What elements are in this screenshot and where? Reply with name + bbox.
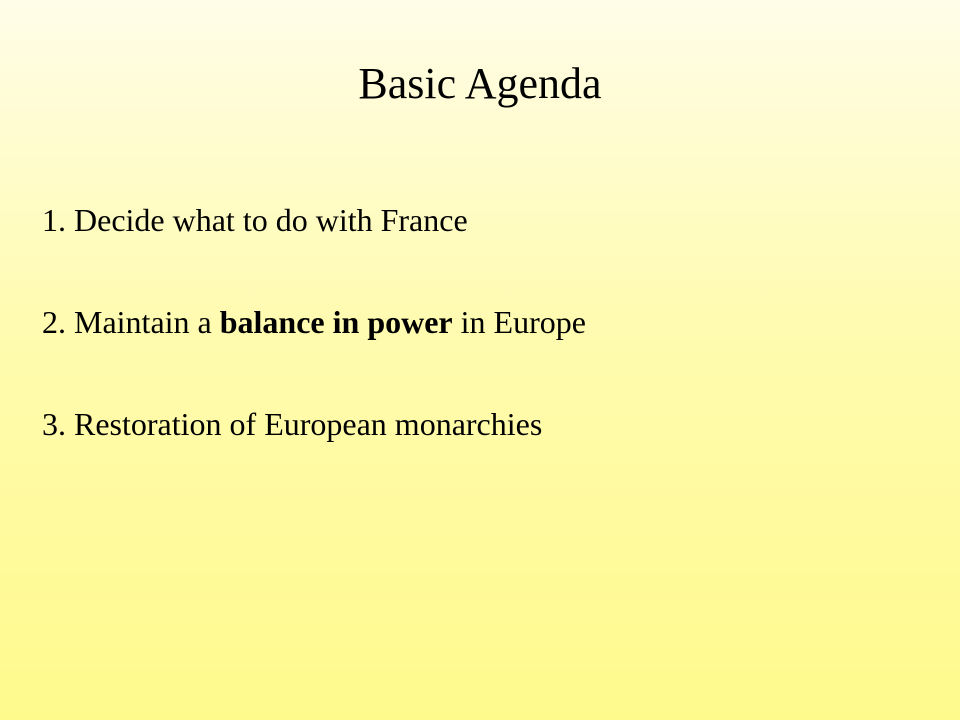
slide-title: Basic Agenda: [358, 59, 602, 108]
item-text: Decide what to do with France: [74, 202, 468, 238]
item-text-before: Maintain a: [74, 304, 212, 340]
agenda-item-1: [42, 193, 586, 247]
item-text-after: in Europe: [460, 304, 586, 340]
agenda-item-2: [42, 295, 586, 349]
item-number: 3.: [42, 406, 66, 442]
item-number: 2.: [42, 304, 66, 340]
agenda-item-3: [42, 397, 586, 451]
item-number: 1.: [42, 202, 66, 238]
emphasized-phrase: balance in power: [219, 304, 453, 340]
agenda-list: [42, 193, 586, 499]
item-text: Restoration of European monarchies: [74, 406, 543, 442]
